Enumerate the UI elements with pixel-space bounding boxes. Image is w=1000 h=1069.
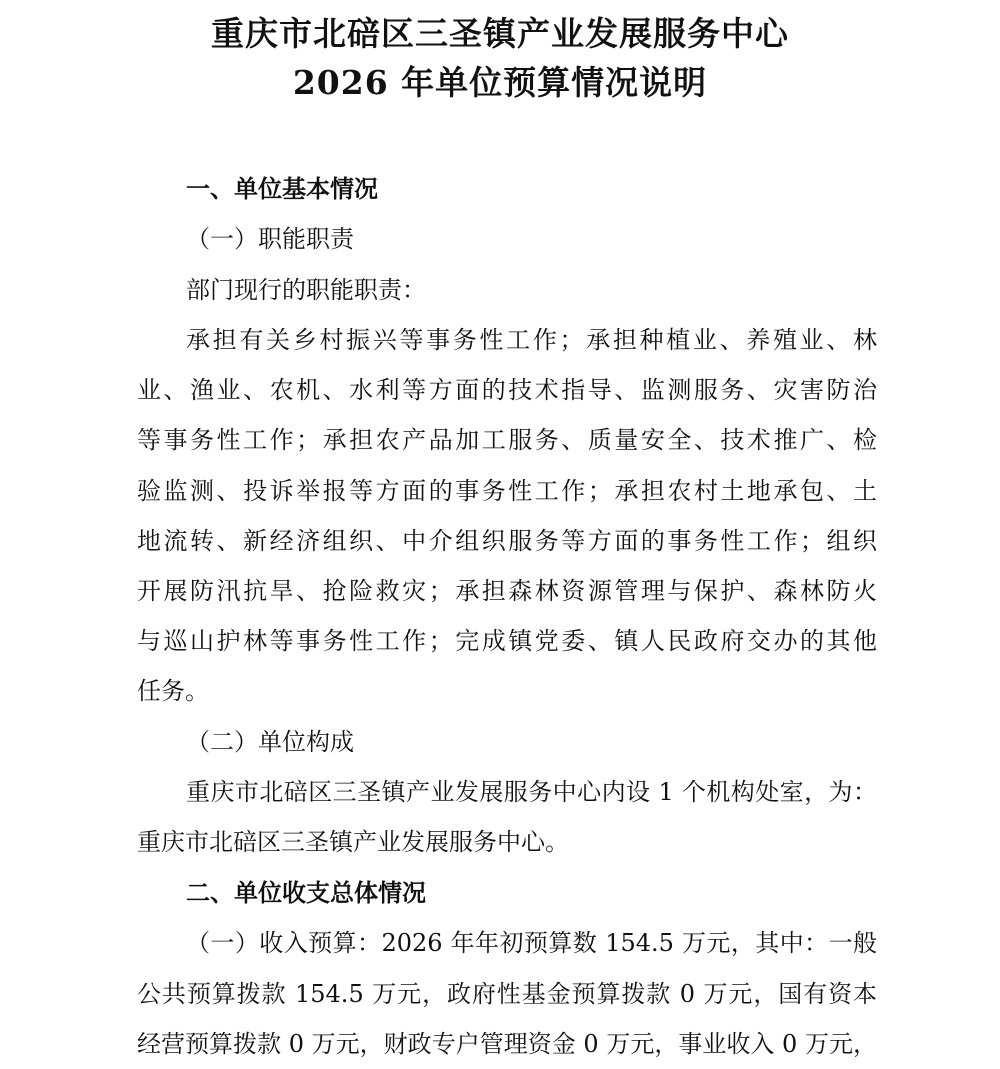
document-title-line-1: 重庆市北碚区三圣镇产业发展服务中心 [211, 14, 789, 53]
functions-paragraph-line: 业、渔业、农机、水利等方面的技术指导、监测服务、灾害防治 [137, 376, 877, 404]
functions-paragraph-line: 任务。 [137, 677, 209, 705]
document-title-line-2: 2026 年单位预算情况说明 [292, 63, 708, 102]
functions-paragraph-line: 与巡山护林等事务性工作；完成镇党委、镇人民政府交办的其他 [137, 627, 877, 655]
subsection-heading-composition: （二）单位构成 [186, 728, 354, 756]
section-heading-basic-info: 一、单位基本情况 [186, 175, 378, 203]
income-paragraph-line: 公共预算拨款 154.5 万元，政府性基金预算拨款 0 万元，国有资本 [137, 980, 877, 1008]
composition-paragraph-line: 重庆市北碚区三圣镇产业发展服务中心内设 1 个机构处室，为： [186, 778, 877, 806]
functions-intro: 部门现行的职能职责： [186, 276, 426, 304]
functions-paragraph-line: 验监测、投诉举报等方面的事务性工作；承担农村土地承包、土 [137, 477, 877, 505]
functions-paragraph-line: 地流转、新经济组织、中介组织服务等方面的事务性工作；组织 [137, 527, 877, 555]
composition-paragraph-line: 重庆市北碚区三圣镇产业发展服务中心。 [137, 828, 569, 856]
subsection-heading-functions: （一）职能职责 [186, 225, 354, 253]
income-paragraph-line: （一）收入预算：2026 年年初预算数 154.5 万元，其中：一般 [186, 929, 877, 957]
functions-paragraph-line: 等事务性工作；承担农产品加工服务、质量安全、技术推广、检 [137, 426, 877, 454]
section-heading-budget-overview: 二、单位收支总体情况 [186, 879, 426, 907]
functions-paragraph-line: 开展防汛抗旱、抢险救灾；承担森林资源管理与保护、森林防火 [137, 577, 877, 605]
functions-paragraph-line: 承担有关乡村振兴等事务性工作；承担种植业、养殖业、林 [186, 326, 877, 354]
income-paragraph-line: 经营预算拨款 0 万元，财政专户管理资金 0 万元，事业收入 0 万元， [137, 1030, 877, 1058]
